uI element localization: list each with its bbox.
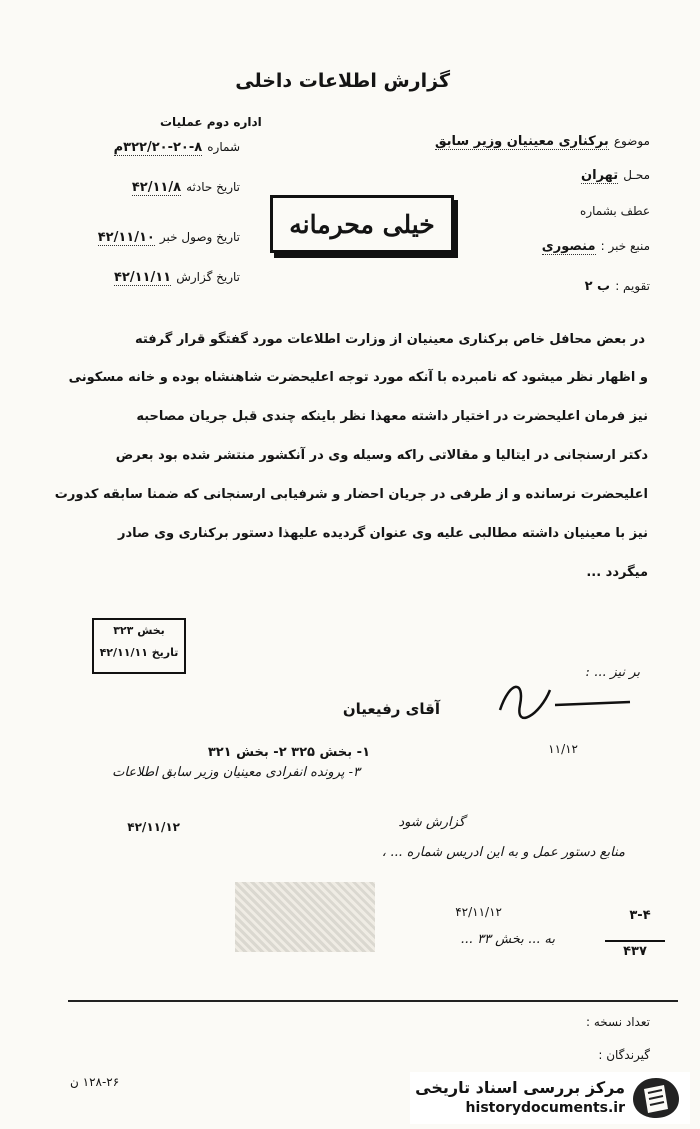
footer-divider xyxy=(68,1000,678,1002)
watermark-center-name: مرکز بررسی اسناد تاریخی xyxy=(415,1078,625,1097)
field-report-date-value: ۴۲/۱۱/۱۱ xyxy=(113,270,172,285)
distribution-list-line2: ۳- پرونده انفرادی معینیان وزیر سابق اطلاعات xyxy=(112,765,360,780)
recipient-name: آقای رفیعیان xyxy=(342,700,440,718)
field-reference xyxy=(500,200,650,219)
signature-scribble xyxy=(480,670,640,720)
department-box-stamp xyxy=(92,618,186,674)
field-calendar-value: ب ۲ xyxy=(584,279,611,294)
field-subject-label: موضوع xyxy=(613,134,650,148)
box-stamp-line-2: تاریخ ۴۲/۱۱/۱۱ xyxy=(99,646,179,659)
body-line-7: میگردد ... xyxy=(586,565,648,580)
field-location-label: محـل xyxy=(623,168,650,182)
annotation-date-left: ۴۲/۱۱/۱۲ xyxy=(127,820,180,834)
field-calendar-label: تقویم : xyxy=(615,279,650,293)
field-number-label: شماره xyxy=(207,140,240,154)
field-incident-date xyxy=(60,176,240,196)
field-number-value: ۳۲۲/۲۰-۲۰-۸م xyxy=(113,140,203,155)
classification-stamp: خیلی محرمانه xyxy=(270,195,454,253)
copies-label: تعداد نسخه : xyxy=(585,1015,650,1029)
field-report-date xyxy=(60,266,240,286)
right-code-bottom: ۴۳۷ xyxy=(605,940,665,959)
right-code-top: ۳-۴ xyxy=(629,908,651,923)
distribution-list-numbers: ۱- بخش ۳۲۵ ۲- بخش ۳۲۱ xyxy=(207,745,370,760)
field-receipt-date-label: تاریخ وصول خبر xyxy=(159,230,240,244)
body-line-3: نیز فرمان اعلیحضرت در اختیار داشته معهذا نظر باینکه چندی قبل جریان مصاحبه xyxy=(136,409,648,424)
body-line-2: و اظهار نظر میشود که نامبرده با آنکه مورد توجه اعلیحضرت شاهنشاه بوده و خانه مسکونی xyxy=(68,370,648,385)
body-line-5: اعلیحضرت نرسانده و از طرفی در جریان احضار و شرفیابی ارسنجانی که ضمنا سابقه کدورت xyxy=(54,487,648,502)
field-receipt-date xyxy=(55,226,240,246)
handwritten-note-2: منابع دستور عمل و به این ادریس شماره ... ، xyxy=(381,845,625,860)
field-number xyxy=(60,136,240,156)
field-source-value: منصوری xyxy=(541,239,596,254)
field-source xyxy=(500,235,650,255)
box-stamp-line-1: بخش ۳۲۳ xyxy=(113,624,165,637)
field-source-label: منبع خبر : xyxy=(600,239,650,253)
right-margin-date: ۱۱/۱۲ xyxy=(548,742,578,756)
annotation-date-mid: ۴۲/۱۱/۱۲ xyxy=(455,905,502,919)
watermark-site: historydocuments.ir xyxy=(465,1100,625,1116)
field-report-date-label: تاریخ گزارش xyxy=(176,270,240,284)
department-line: اداره دوم عملیات xyxy=(160,115,262,129)
handwritten-note-3: به ... بخش ۳۳ ... xyxy=(460,932,555,947)
field-subject xyxy=(380,130,650,150)
field-incident-date-label: تاریخ حادثه xyxy=(186,180,240,194)
body-line-6: نیز با معینیان داشته مطالبی علیه وی عنوان گردیده علیهذا دستور برکناری وی صادر xyxy=(118,526,648,541)
field-subject-value: برکناری معینیان وزیر سابق xyxy=(434,134,609,149)
field-calendar xyxy=(530,275,650,294)
recipients-label: گیرندگان : xyxy=(598,1048,650,1062)
field-incident-date-value: ۴۲/۱۱/۸ xyxy=(131,180,182,195)
body-line-4: دکتر ارسنجانی در ایتالیا و مقالاتی راکه وسیله وی در آنکشور منتشر شده بود بعرض xyxy=(115,448,648,463)
faded-stamp xyxy=(235,882,375,952)
marginal-note: بر نیز ... : xyxy=(585,665,640,680)
handwritten-note-1: گزارش شود xyxy=(398,815,465,830)
document-title: گزارش اطلاعات داخلی xyxy=(235,70,450,92)
field-receipt-date-value: ۴۲/۱۱/۱۰ xyxy=(97,230,155,245)
field-location-value: تهران xyxy=(581,168,619,183)
field-reference-label: عطف بشماره xyxy=(580,204,650,218)
archive-logo-icon xyxy=(630,1075,682,1121)
body-line-1: در بعض محافل خاص برکناری معینیان از وزارت اطلاعات مورد گفتگو قرار گرفته xyxy=(134,332,645,347)
form-code: ۱۲۸-۲۶ ن xyxy=(70,1075,120,1089)
field-location xyxy=(470,164,650,184)
